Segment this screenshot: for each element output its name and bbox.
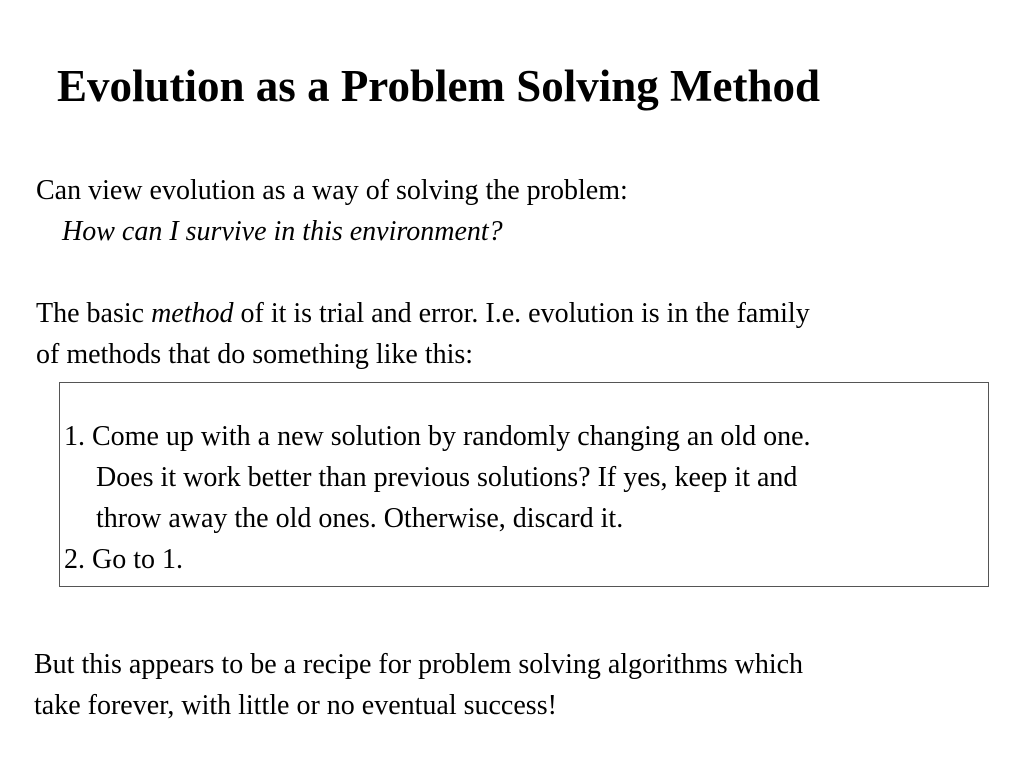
method-line-2: of methods that do something like this: — [36, 339, 474, 370]
method-word: method — [151, 298, 234, 329]
slide-title: Evolution as a Problem Solving Method — [57, 61, 821, 111]
step-2: 2. Go to 1. — [64, 544, 183, 575]
intro-line: Can view evolution as a way of solving the problem: — [36, 175, 628, 206]
step-1-line-3: throw away the old ones. Otherwise, discard it. — [96, 503, 624, 534]
method-text-before: The basic — [36, 298, 152, 329]
algorithm-box — [59, 382, 989, 587]
method-line — [36, 293, 810, 334]
step-1-line-2: Does it work better than previous solutions? If yes, keep it and — [96, 462, 798, 493]
method-text-after: of it is trial and error. I.e. evolution is in the family — [233, 298, 810, 329]
conclusion-line-1: But this appears to be a recipe for problem solving algorithms which — [34, 649, 804, 680]
intro-question: How can I survive in this environment? — [62, 216, 503, 247]
step-1-line-1: 1. Come up with a new solution by randomly changing an old one. — [64, 421, 811, 452]
conclusion-line-2: take forever, with little or no eventual success! — [34, 690, 557, 721]
